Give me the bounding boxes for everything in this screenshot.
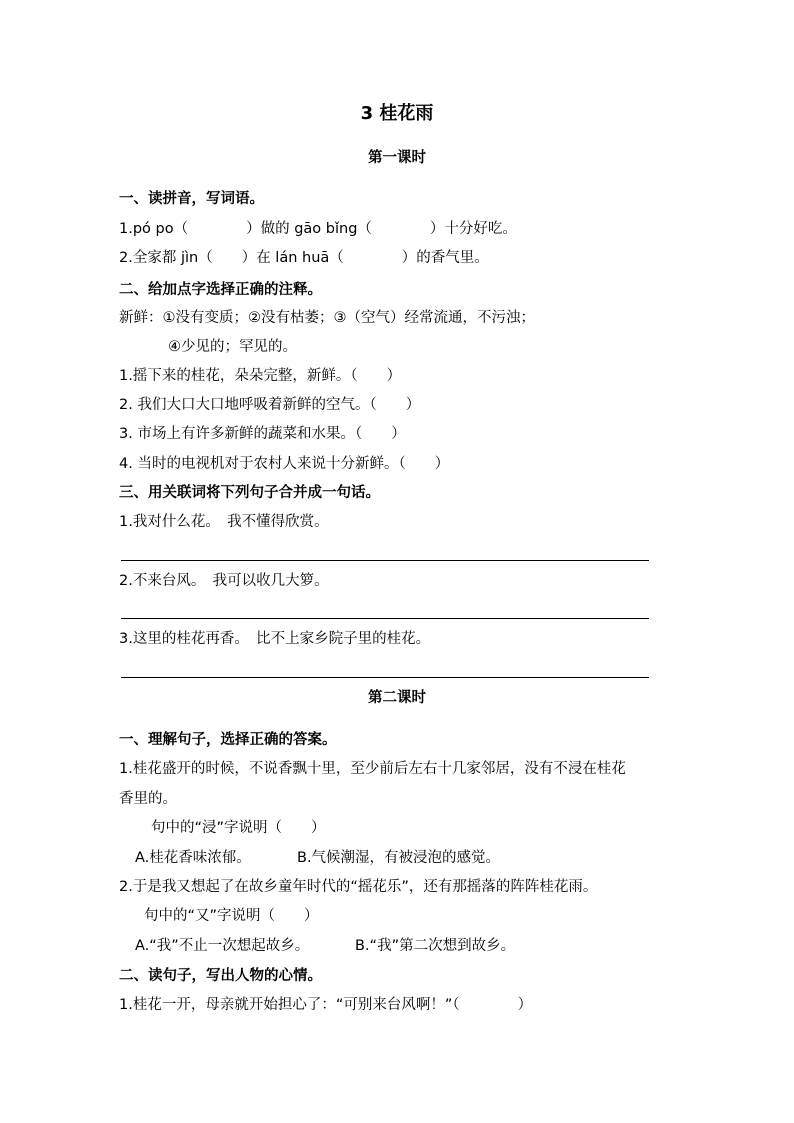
l1-sec2-q3: 3. 市场上有许多新鲜的蔬菜和水果。（ ）	[119, 426, 406, 442]
l2-sec1-q1-line2: 香里的。	[119, 791, 177, 807]
l1-sec2-q1: 1.摇下来的桂花，朵朵完整，新鲜。（ ）	[119, 368, 402, 384]
l1-sec1-q2: 2.全家都 jìn（ ）在 lán huā（ ）的香气里。	[119, 250, 489, 266]
l2-sec2-q1: 1.桂花一开，母亲就开始担心了：“可别来台风啊！”（ ）	[119, 997, 533, 1013]
l2-sec1-q1-option-a: A.桂花香味浓郁。	[135, 850, 251, 866]
answer-line[interactable]	[121, 677, 649, 678]
l2-sec1-q2-line1: 2.于是我又想起了在故乡童年时代的“摇花乐”，还有那摇落的阵阵桂花雨。	[119, 879, 598, 895]
l1-sec3-title: 三、用关联词将下列句子合并成一句话。	[119, 485, 380, 501]
l1-sec3-q3: 3.这里的桂花再香。 比不上家乡院子里的桂花。	[119, 631, 431, 647]
l1-sec2-q2: 2. 我们大口大口地呼吸着新鲜的空气。（ ）	[119, 397, 421, 413]
l2-sec1-q1-line1: 1.桂花盛开的时候，不说香飘十里，至少前后左右十几家邻居，没有不浸在桂花	[119, 761, 626, 777]
l1-sec2-title: 二、给加点字选择正确的注释。	[119, 282, 322, 298]
l2-sec1-q2-prompt: 句中的“又”字说明（ ）	[144, 908, 319, 924]
l1-sec2-def1: 新鲜：①没有变质；②没有枯萎；③（空气）经常流通，不污浊；	[119, 310, 535, 326]
answer-line[interactable]	[121, 618, 649, 619]
l2-sec2-title: 二、读句子，写出人物的心情。	[119, 968, 322, 984]
l2-sec1-q2-option-a: A.“我”不止一次想起故乡。	[135, 938, 310, 954]
l2-sec1-q2-option-b: B.“我”第二次想到故乡。	[355, 938, 516, 954]
l2-sec1-title: 一、理解句子，选择正确的答案。	[119, 732, 337, 748]
l1-sec3-q2: 2.不来台风。 我可以收几大箩。	[119, 573, 329, 589]
answer-line[interactable]	[121, 560, 649, 561]
l1-sec2-q4: 4. 当时的电视机对于农村人来说十分新鲜。（ ）	[119, 456, 450, 472]
l1-sec2-def2: ④少见的；罕见的。	[168, 339, 297, 355]
l1-sec1-title: 一、读拼音，写词语。	[119, 191, 264, 207]
l2-sec1-q1-option-b: B.气候潮湿，有被浸泡的感觉。	[297, 850, 501, 866]
page-title: 3 桂花雨	[360, 103, 434, 124]
lesson2-heading: 第二课时	[368, 690, 426, 706]
l1-sec1-q1: 1.pó po（ ）做的 gāo bǐng（ ）十分好吃。	[119, 221, 517, 237]
lesson1-heading: 第一课时	[368, 150, 426, 166]
l2-sec1-q1-prompt: 句中的“浸”字说明（ ）	[151, 820, 326, 836]
l1-sec3-q1: 1.我对什么花。 我不懂得欣赏。	[119, 514, 329, 530]
